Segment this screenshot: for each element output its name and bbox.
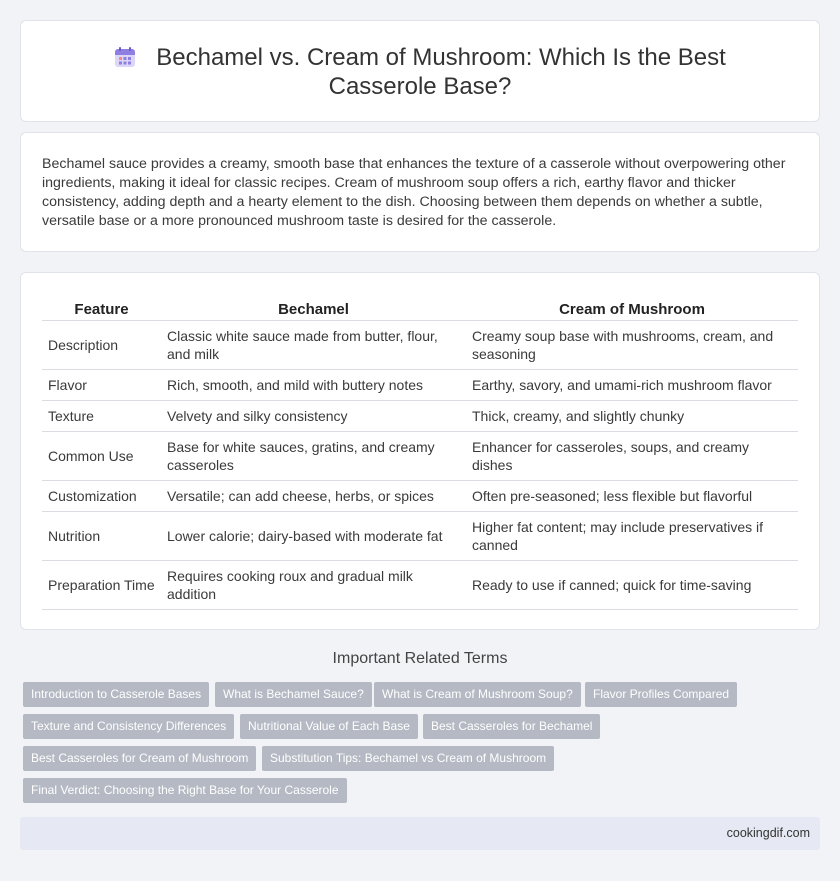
related-tag-best-casseroles-cream-of-mushroom[interactable]: Best Casseroles for Cream of Mushroom xyxy=(23,746,256,771)
feature-cell: Preparation Time xyxy=(42,560,161,609)
related-tag-substitution-tips[interactable]: Substitution Tips: Bechamel vs Cream of Mushroom xyxy=(262,746,554,771)
related-tag-final-verdict[interactable]: Final Verdict: Choosing the Right Base for Your Casserole xyxy=(23,778,347,803)
table-row xyxy=(42,369,798,400)
comparison-card xyxy=(20,272,820,630)
cream-of-mushroom-cell: Enhancer for casseroles, soups, and creamy dishes xyxy=(466,431,798,480)
comparison-table xyxy=(42,297,798,610)
site-name: cookingdif.com xyxy=(726,826,810,840)
footer xyxy=(20,817,820,850)
related-tag-what-is-cream-of-mushroom[interactable]: What is Cream of Mushroom Soup? xyxy=(374,682,581,707)
feature-cell: Nutrition xyxy=(42,511,161,560)
bechamel-cell: Classic white sauce made from butter, flour, and milk xyxy=(161,320,466,369)
related-tag-what-is-bechamel[interactable]: What is Bechamel Sauce? xyxy=(215,682,372,707)
intro-card xyxy=(20,132,820,252)
page-title: Bechamel vs. Cream of Mushroom: Which Is the Best Casserole Base? xyxy=(156,44,726,100)
bechamel-cell: Velvety and silky consistency xyxy=(161,400,466,431)
bechamel-cell: Base for white sauces, gratins, and creamy casseroles xyxy=(161,431,466,480)
bechamel-cell: Rich, smooth, and mild with buttery notes xyxy=(161,369,466,400)
cream-of-mushroom-cell: Thick, creamy, and slightly chunky xyxy=(466,400,798,431)
cream-of-mushroom-cell: Ready to use if canned; quick for time-saving xyxy=(466,560,798,609)
bechamel-cell: Requires cooking roux and gradual milk addition xyxy=(161,560,466,609)
page-title-wrap xyxy=(61,43,779,101)
table-row xyxy=(42,320,798,369)
feature-cell: Flavor xyxy=(42,369,161,400)
bechamel-cell: Lower calorie; dairy-based with moderate fat xyxy=(161,511,466,560)
cream-of-mushroom-cell: Often pre-seasoned; less flexible but flavorful xyxy=(466,480,798,511)
table-row xyxy=(42,511,798,560)
intro-paragraph: Bechamel sauce provides a creamy, smooth base that enhances the texture of a casserole without overpowering other ingredients, making it ideal for classic recipes. Cream of mushroom soup offers a rich, earthy flavor and thicker consistency, adding depth and a hearty element to the dish. Choosing between them depends on whether a subtle, versatile base or a more pronounced mushroom taste is desired for the casserole. xyxy=(42,156,786,229)
cream-of-mushroom-cell: Earthy, savory, and umami-rich mushroom flavor xyxy=(466,369,798,400)
related-tag-best-casseroles-bechamel[interactable]: Best Casseroles for Bechamel xyxy=(423,714,600,739)
cream-of-mushroom-cell: Higher fat content; may include preservatives if canned xyxy=(466,511,798,560)
table-header-row xyxy=(42,297,798,320)
table-row xyxy=(42,560,798,609)
table-row xyxy=(42,431,798,480)
related-terms-title: Important Related Terms xyxy=(332,650,508,667)
header-bechamel: Bechamel xyxy=(161,297,466,320)
feature-cell: Description xyxy=(42,320,161,369)
related-tag-flavor-profiles[interactable]: Flavor Profiles Compared xyxy=(585,682,737,707)
header-feature: Feature xyxy=(42,297,161,320)
related-tag-introduction[interactable]: Introduction to Casserole Bases xyxy=(23,682,209,707)
table-row xyxy=(42,480,798,511)
feature-cell: Customization xyxy=(42,480,161,511)
calendar-icon xyxy=(114,46,136,68)
feature-cell: Common Use xyxy=(42,431,161,480)
header-cream-of-mushroom: Cream of Mushroom xyxy=(466,297,798,320)
related-tag-nutritional-value[interactable]: Nutritional Value of Each Base xyxy=(240,714,418,739)
bechamel-cell: Versatile; can add cheese, herbs, or spices xyxy=(161,480,466,511)
title-card xyxy=(20,20,820,122)
feature-cell: Texture xyxy=(42,400,161,431)
related-tag-texture-differences[interactable]: Texture and Consistency Differences xyxy=(23,714,234,739)
cream-of-mushroom-cell: Creamy soup base with mushrooms, cream, and seasoning xyxy=(466,320,798,369)
table-row xyxy=(42,400,798,431)
